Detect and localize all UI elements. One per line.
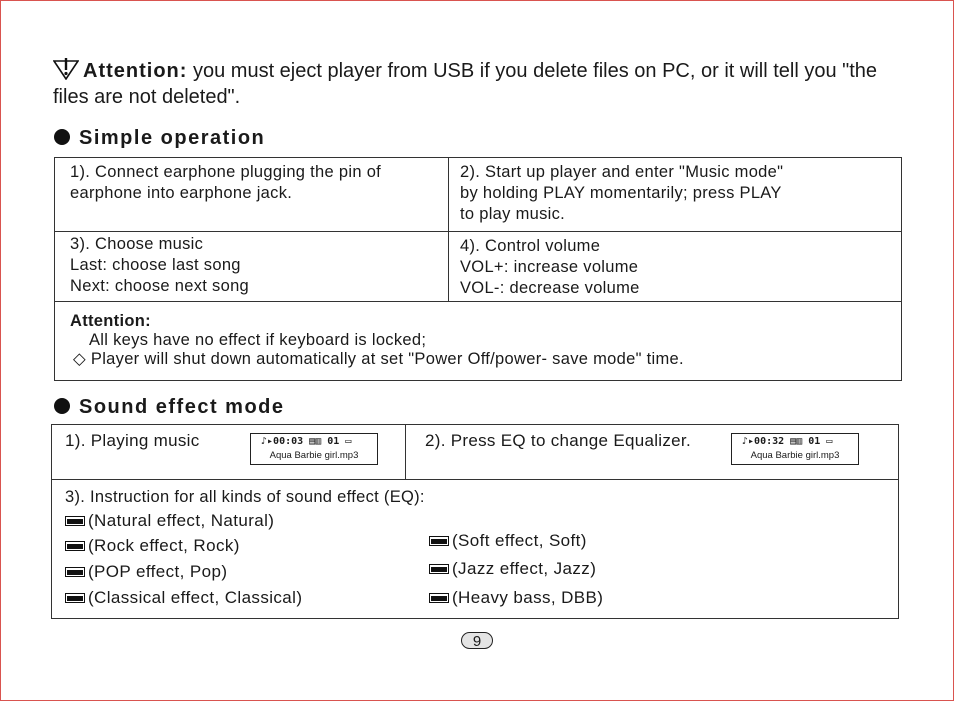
eq-natural: (Natural effect, Natural)	[65, 510, 274, 532]
table-divider-row1	[54, 231, 902, 232]
eq-jazz-icon	[429, 564, 449, 574]
eq-soft: (Soft effect, Soft)	[429, 530, 587, 552]
page-number: 9	[461, 632, 493, 649]
eq-pop-icon	[65, 567, 85, 577]
warning-icon	[53, 58, 79, 80]
eq-badge-icon: ▤▥	[784, 436, 809, 447]
eq-instruction: 3). Instruction for all kinds of sound effect (EQ):	[65, 488, 425, 506]
bullet-dot-icon	[54, 398, 70, 414]
eq-classical-icon	[65, 593, 85, 603]
player-display-2: ♪▸00:32 ▤▥ 01 ▭ Aqua Barbie girl.mp3	[731, 433, 859, 465]
attention-cell: Attention: All keys have no effect if keyboard is locked; ◇ Player will shut down automatically at set "Power Off/power- save mode" time.	[70, 312, 684, 368]
step1-cell: 1). Connect earphone plugging the pin of earphone into earphone jack.	[70, 163, 382, 202]
sound-divider-vertical	[405, 424, 406, 480]
attention-keyword: Attention:	[83, 60, 188, 82]
note-icon: ♪▸	[261, 436, 274, 447]
battery-icon: ▭	[820, 436, 833, 447]
eq-dbb-icon	[429, 593, 449, 603]
eq-rock: (Rock effect, Rock)	[65, 535, 240, 557]
sound-effect-heading: Sound effect mode	[54, 396, 285, 419]
sound-divider-row	[51, 479, 899, 480]
battery-icon: ▭	[339, 436, 352, 447]
eq-pop: (POP effect, Pop)	[65, 561, 227, 583]
eq-natural-icon	[65, 516, 85, 526]
attention-text: you must eject player from USB if you delete files on PC, or it will tell you "the files are not deleted".	[53, 60, 878, 108]
table-divider-row2	[54, 301, 902, 302]
eq-rock-icon	[65, 541, 85, 551]
eq-soft-icon	[429, 536, 449, 546]
press-eq-label: 2). Press EQ to change Equalizer.	[425, 431, 691, 450]
player-display-1: ♪▸00:03 ▤▥ 01 ▭ Aqua Barbie girl.mp3	[250, 433, 378, 465]
eq-badge-icon: ▤▥	[303, 436, 328, 447]
step4-cell: 4). Control volume VOL+: increase volume VOL-: decrease volume	[460, 237, 640, 297]
playing-music-label: 1). Playing music	[65, 431, 200, 450]
eq-jazz: (Jazz effect, Jazz)	[429, 558, 596, 580]
step2-cell: 2). Start up player and enter "Music mode" by holding PLAY momentarily; press PLAY to play music.	[460, 163, 784, 223]
bullet-dot-icon	[54, 129, 70, 145]
diamond-bullet-icon: ◇	[73, 350, 86, 368]
note-icon: ♪▸	[742, 436, 755, 447]
attention-notice	[53, 58, 913, 110]
eq-classical: (Classical effect, Classical)	[65, 587, 302, 609]
eq-dbb: (Heavy bass, DBB)	[429, 587, 603, 609]
table-divider-vertical	[448, 157, 449, 302]
simple-operation-heading: Simple operation	[54, 127, 265, 150]
step3-cell: 3). Choose music Last: choose last song Next: choose next song	[70, 235, 250, 295]
